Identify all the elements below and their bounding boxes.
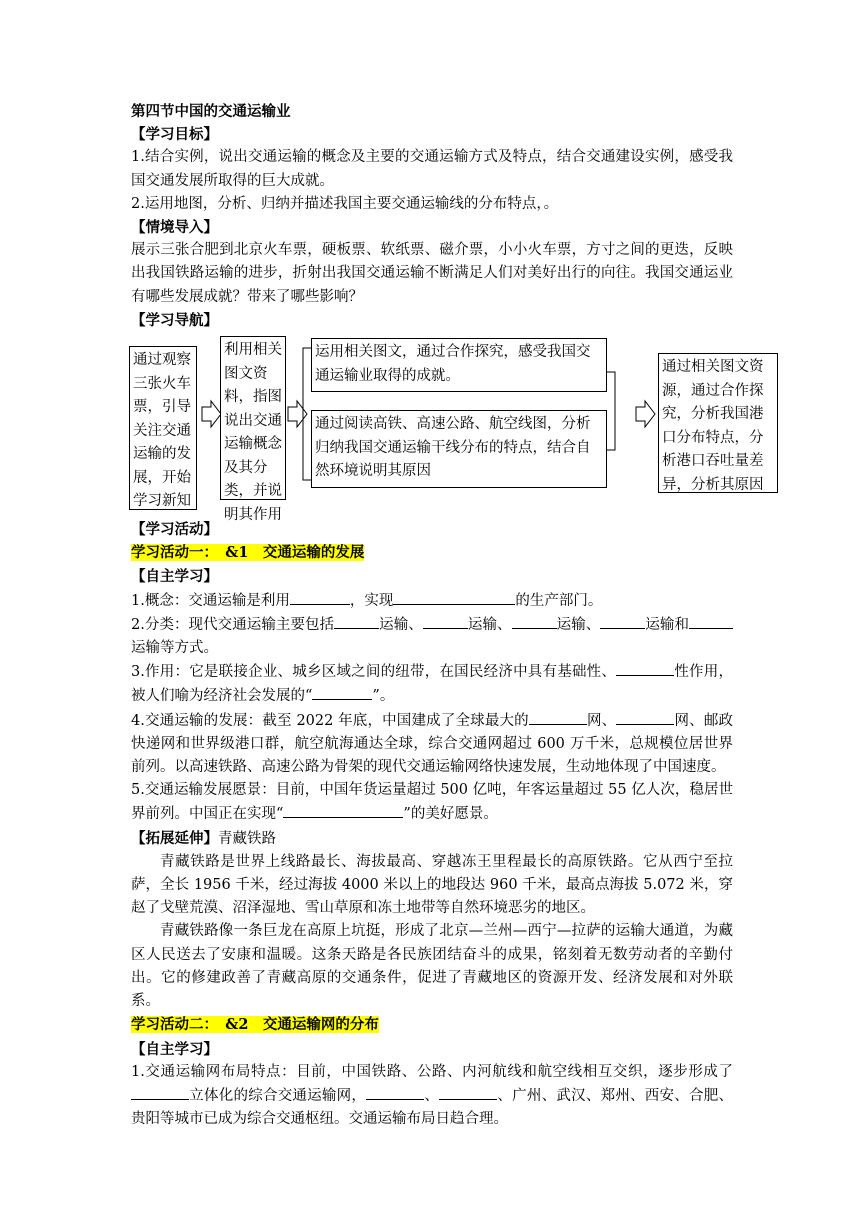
blank-field[interactable] — [616, 709, 674, 725]
doc-title: 第四节中国的交通运输业 — [131, 103, 291, 120]
bracket-right — [607, 372, 615, 450]
heading-nav: 【学习导航】 — [131, 311, 218, 329]
goal-1: 1.结合实例，说出交通运输的概念及主要的交通运输方式及特点，结合交通建设实例，感受我国交通发展所取得的巨大成就。 — [131, 149, 733, 189]
question-1: 1.概念：交通运输是利用 ，实现 的生产部门。 — [131, 589, 733, 613]
arrow-right-icon — [288, 401, 307, 427]
blank-field[interactable] — [131, 1084, 189, 1100]
extension-heading: 【拓展延伸】青藏铁路 — [131, 829, 276, 847]
blank-field[interactable] — [423, 613, 468, 629]
question-2: 2.分类：现代交通运输主要包括 运输、 运输、 运输、 运输和运输等方式。 — [131, 613, 733, 660]
blank-field[interactable] — [366, 1084, 424, 1100]
question-6: 1.交通运输网布局特点：目前，中国铁路、公路、内河航线和航空线相互交织，逐步形成了立体化的综合交通运输网， 、 、广州、武汉、郑州、西安、合肥、贵阳等城市已成为综合交通枢纽。交通运输布局日趋合理。 — [131, 1063, 734, 1128]
extension-paragraph-1: 青藏铁路是世界上线路最长、海拔最高、穿越冻王里程最长的高原铁路。它从西宁至拉萨，全长 1956 千米，经过海拔 4000 米以上的地段达 960 千米，最高点海拔 5.072 米，穿赵了戈壁荒漠、沼泽湿地、雪山草原和冻土地带等自然环境恶劣的地区。 — [131, 853, 733, 917]
document-page — [131, 100, 764, 1131]
flow-diagram — [131, 336, 764, 523]
question-3: 3.作用：它是联接企业、城乡区域之间的纽带，在国民经济中具有基础性、 性作用，被人们喻为经济社会发展的“ ”。 — [131, 660, 733, 708]
goal-2: 2.运用地图，分析、归纳并描述我国主要交通运输线的分布特点，。 — [131, 195, 559, 212]
blank-field[interactable] — [439, 1084, 497, 1100]
heading-goals: 【学习目标】 — [131, 126, 218, 144]
activity-1-title: 学习活动一： &1 交通运输的发展 — [131, 544, 365, 562]
blank-field[interactable] — [600, 613, 645, 629]
heading-self-study-2: 【自主学习】 — [131, 1040, 218, 1058]
flow-box-concept: 利用相关图文资料，指图说出交通运输概念及其分类，并说明其作用 — [220, 336, 286, 500]
flow-box-observe: 通过观察三张火车票，引导关注交通运输的发展，开始学习新知 — [129, 346, 197, 510]
blank-field[interactable] — [616, 660, 674, 676]
question-4: 4.交通运输的发展：截至 2022 年底，中国建成了全球最大的 网、 网、邮政快递网和世界级港口群，航空航海通达全球，综合交通网超过 600 万千米，总规模位居世界前列。以高速铁路、高速公路为骨架的现代交通运输网络快速发展，生动地体现了中国速度。 — [131, 709, 733, 780]
blank-field[interactable] — [529, 709, 587, 725]
flow-box-distribution: 通过阅读高铁、高速公路、航空线图，分析归纳我国交通运输干线分布的特点，结合自然环境说明其原因 — [311, 410, 607, 488]
heading-self-study-1: 【自主学习】 — [131, 568, 218, 586]
heading-activities: 【学习活动】 — [131, 521, 218, 539]
activity-2-title: 学习活动二： &2 交通运输网的分布 — [131, 1016, 379, 1034]
blank-field[interactable] — [334, 613, 379, 629]
blank-field[interactable] — [393, 589, 515, 605]
blank-field[interactable] — [290, 589, 350, 605]
blank-field[interactable] — [283, 802, 403, 818]
intro-text: 展示三张合肥到北京火车票，硬板票、软纸票、磁介票，小小火车票，方寸之间的更迭，反映出我国铁路运输的进步，折射出我国交通运输不断满足人们对美好出行的向往。我国交通运业有哪些发展成就？带来了哪些影响？ — [131, 242, 733, 305]
arrow-right-icon — [202, 401, 221, 427]
extension-paragraph-2: 青藏铁路像一条巨龙在高原上坑挺，形成了北京—兰州—西宁—拉萨的运输大通道，为藏区人民送去了安康和温暖。这条天路是各民族团结奋斗的成果，铭刻着无数劳动者的辛勤付出。它的修建政善了青藏高原的交通条件，促进了青藏地区的资源开发、经济发展和对外联系。 — [131, 923, 733, 1010]
arrow-right-icon — [636, 401, 655, 427]
blank-field[interactable] — [689, 613, 733, 629]
flow-box-ports: 通过相关图文资源，通过合作探究，分析我国港口分布特点，分析港口吞吐量差异，分析其原因 — [658, 353, 778, 493]
blank-field[interactable] — [512, 613, 557, 629]
flow-box-achievement: 运用相关图文，通过合作探究，感受我国交通运输业取得的成就。 — [311, 338, 607, 392]
heading-intro: 【情境导入】 — [131, 219, 218, 237]
blank-field[interactable] — [312, 684, 372, 700]
question-5: 5.交通运输发展愿景：目前，中国年货运量超过 500 亿吨，年客运量超过 55 亿人次，稳居世界前列。中国正在实现“ ”的美好愿景。 — [131, 782, 733, 823]
